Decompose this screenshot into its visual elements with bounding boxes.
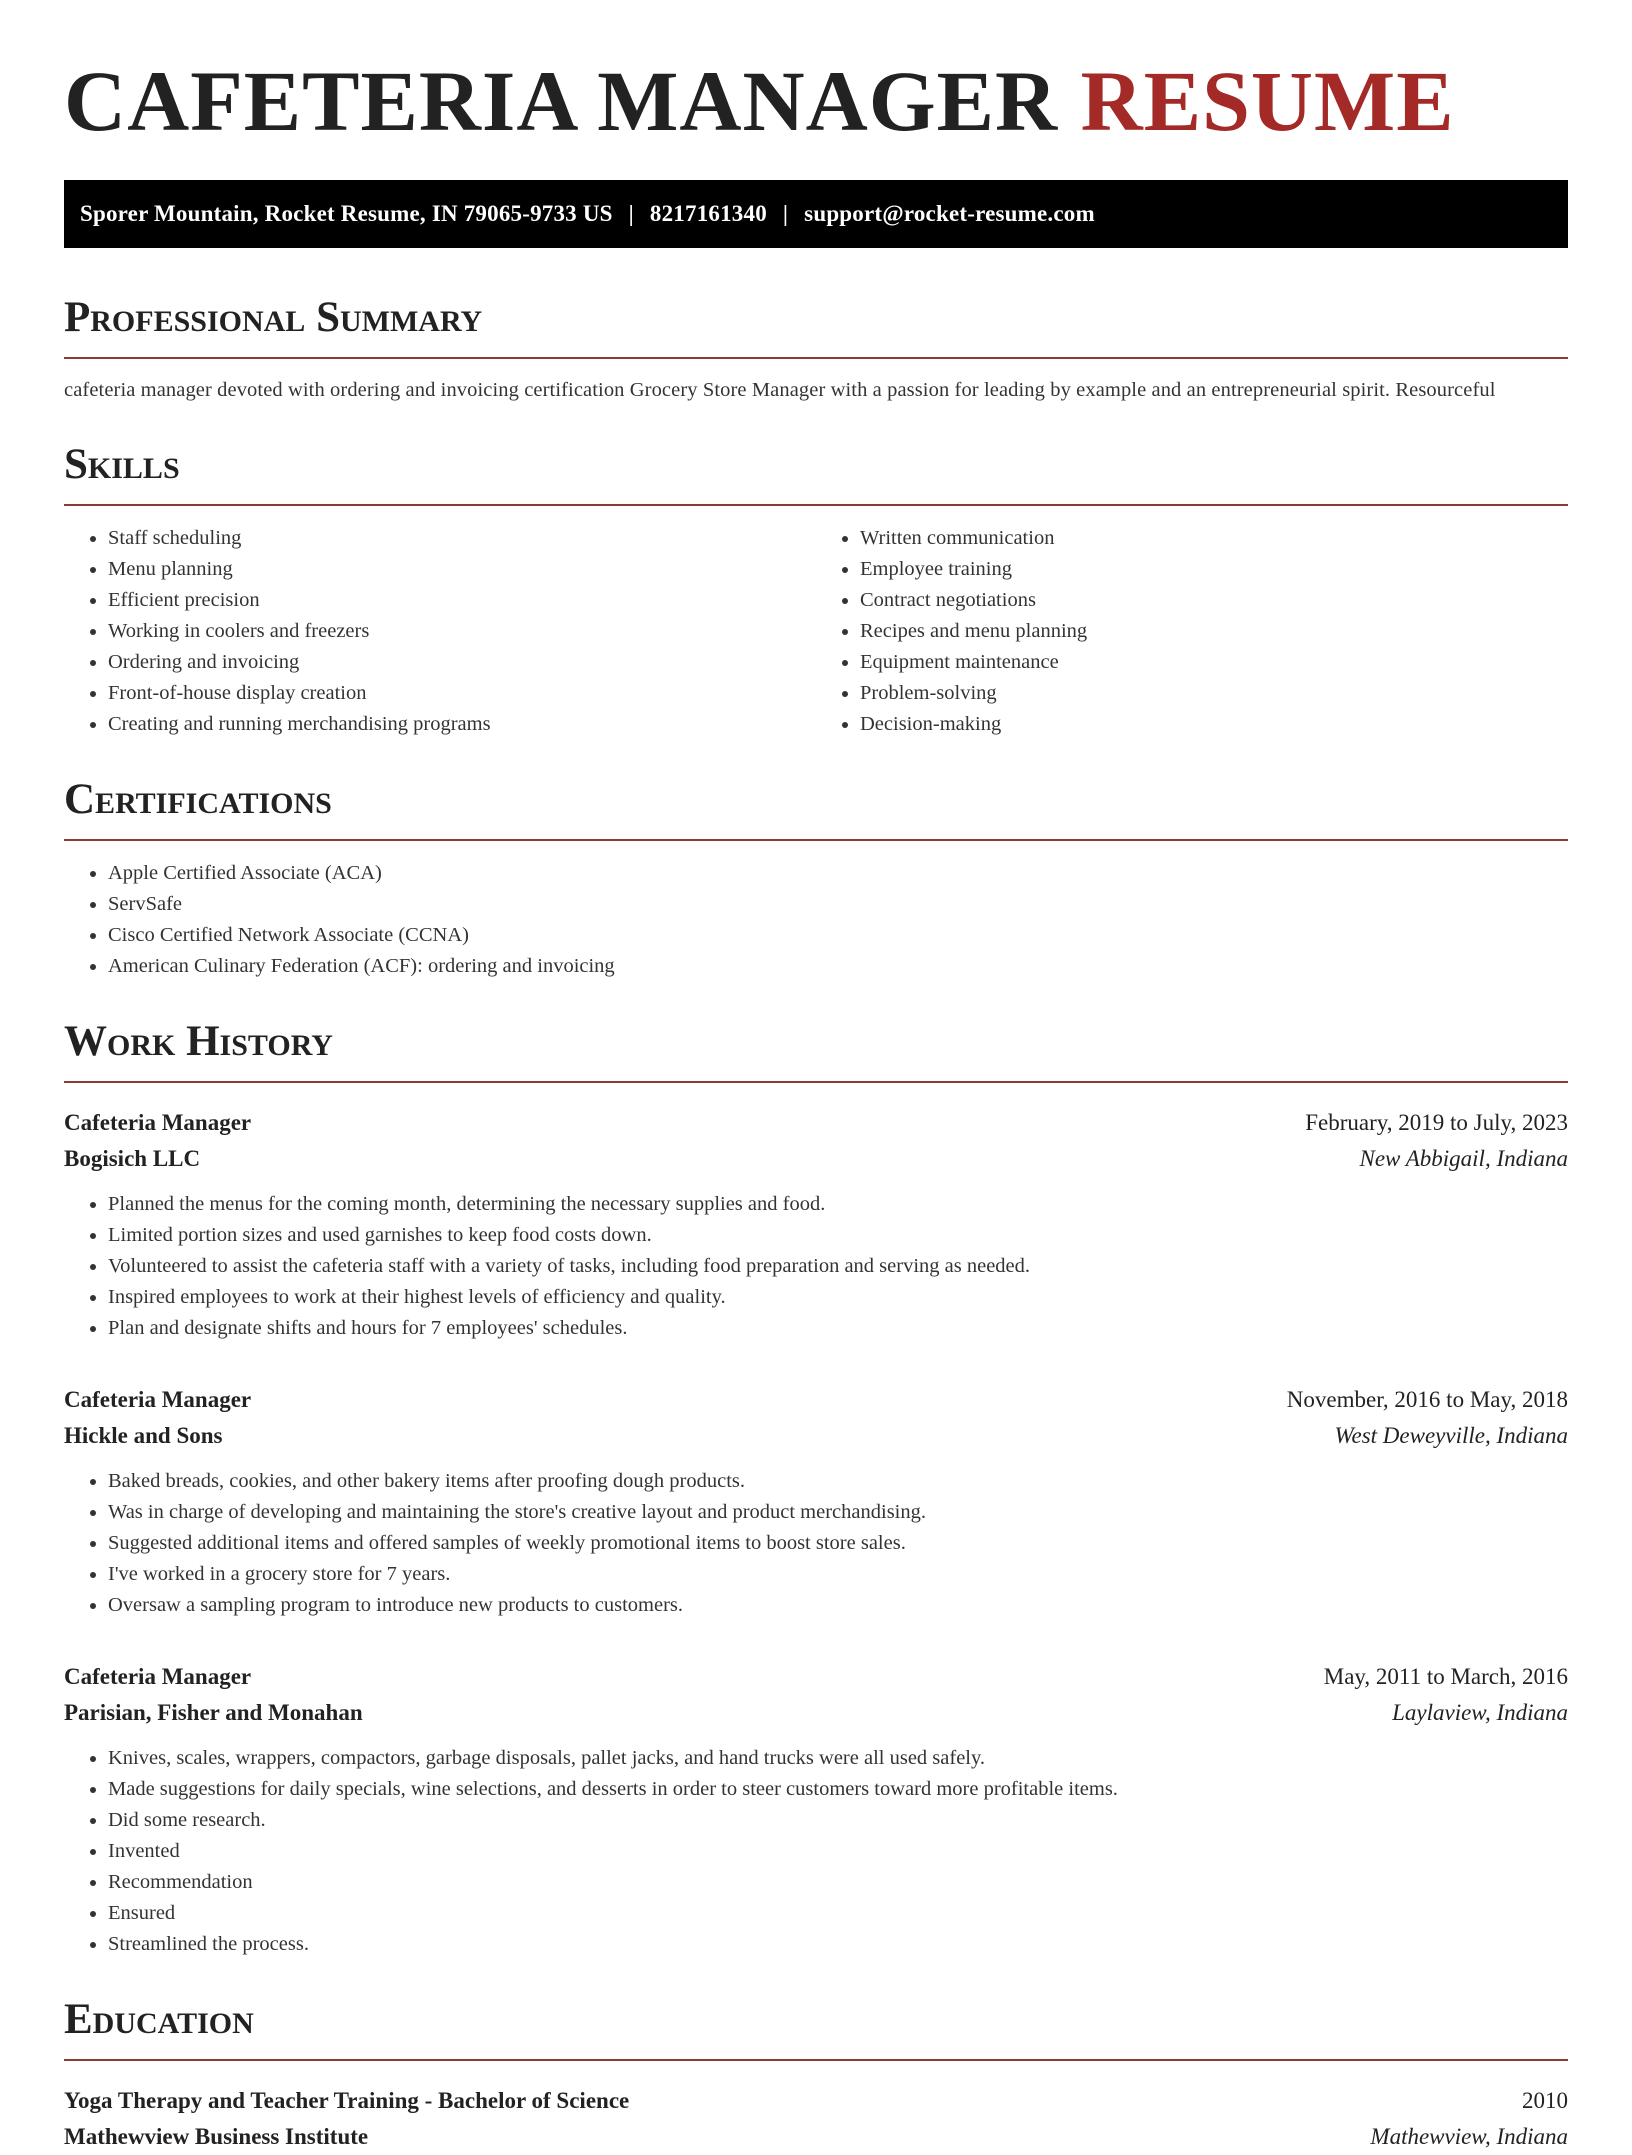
job-duty: • Knives, scales, wrappers, compactors, garbage disposals, pallet jacks, and hand trucks were all used safely. [108, 1743, 1568, 1774]
job-header-row [64, 1659, 1568, 1695]
job-duties-list [64, 1189, 1568, 1344]
skill-item: • Staff scheduling [108, 523, 816, 554]
job-duty: • Ensured [108, 1898, 1568, 1929]
job-header-row [64, 1382, 1568, 1418]
skill-item: • Working in coolers and freezers [108, 616, 816, 647]
job-location: New Abbigail, Indiana [1359, 1145, 1568, 1171]
education-location: Mathewview, Indiana [1370, 2123, 1568, 2149]
education-degree-row [64, 2083, 1568, 2119]
job-duty: • Invented [108, 1836, 1568, 1867]
job-location: Laylaview, Indiana [1392, 1699, 1568, 1725]
contact-separator: | [782, 201, 789, 226]
job-dates: November, 2016 to May, 2018 [1286, 1386, 1568, 1412]
summary-text: cafeteria manager devoted with ordering and invoicing certification Grocery Store Manager with a passion for leading by example and an entrepreneurial spirit. Resourceful [64, 379, 1496, 401]
job-entry [64, 1105, 1568, 1344]
job-duty: • Plan and designate shifts and hours for 7 employees' schedules. [108, 1313, 1568, 1344]
job-title: Cafeteria Manager [64, 1109, 252, 1135]
title-accent: RESUME [1080, 53, 1455, 149]
skill-item: • Ordering and invoicing [108, 647, 816, 678]
skill-item: • Contract negotiations [860, 585, 1568, 616]
job-duties-list [64, 1466, 1568, 1621]
job-duty: • Recommendation [108, 1867, 1568, 1898]
job-company: Parisian, Fisher and Monahan [64, 1699, 363, 1725]
job-duty: • Volunteered to assist the cafeteria staff with a variety of tasks, including food preparation and serving as needed. [108, 1251, 1568, 1282]
contact-email[interactable]: support@rocket-resume.com [804, 201, 1095, 226]
job-duty: • Did some research. [108, 1805, 1568, 1836]
education-school-row [64, 2119, 1568, 2155]
section-divider [64, 2059, 1568, 2061]
job-duty: • Suggested additional items and offered samples of weekly promotional items to boost store sales. [108, 1528, 1568, 1559]
job-title: Cafeteria Manager [64, 1663, 252, 1689]
job-location: West Deweyville, Indiana [1334, 1422, 1568, 1448]
job-duty: • Inspired employees to work at their highest levels of efficiency and quality. [108, 1282, 1568, 1313]
job-title: Cafeteria Manager [64, 1386, 252, 1412]
summary-section [64, 296, 1568, 405]
skills-list-left [64, 523, 816, 740]
job-duty: • Streamlined the process. [108, 1929, 1568, 1960]
certification-item: • Apple Certified Associate (ACA) [108, 858, 1568, 889]
job-company: Bogisich LLC [64, 1145, 201, 1171]
job-company-row [64, 1695, 1568, 1731]
skill-item: • Front-of-house display creation [108, 678, 816, 709]
contact-bar [64, 180, 1568, 248]
contact-address: Sporer Mountain, Rocket Resume, IN 79065-9733 US [80, 201, 613, 226]
job-company-row [64, 1141, 1568, 1177]
education-heading: Education [64, 1995, 254, 2043]
section-divider [64, 1081, 1568, 1083]
resume-title [64, 53, 1568, 149]
job-duty: • Limited portion sizes and used garnishes to keep food costs down. [108, 1220, 1568, 1251]
work-history-heading: Work History [64, 1017, 333, 1065]
education-year: 2010 [1522, 2087, 1568, 2113]
job-duty: • Was in charge of developing and maintaining the store's creative layout and product merchandising. [108, 1497, 1568, 1528]
job-duty: • Baked breads, cookies, and other bakery items after proofing dough products. [108, 1466, 1568, 1497]
summary-heading: Professional Summary [64, 294, 483, 341]
education-entry [64, 2083, 1568, 2155]
job-dates: May, 2011 to March, 2016 [1323, 1663, 1568, 1689]
job-company: Hickle and Sons [64, 1422, 223, 1448]
job-duty: • Oversaw a sampling program to introduce new products to customers. [108, 1590, 1568, 1621]
work-history-section [64, 1017, 1568, 1960]
skill-item: • Equipment maintenance [860, 647, 1568, 678]
skills-list-right [816, 523, 1568, 740]
certifications-section [64, 775, 1568, 982]
certifications-list [64, 858, 1568, 982]
section-divider [64, 357, 1568, 359]
job-entry [64, 1659, 1568, 1960]
certification-item: • Cisco Certified Network Associate (CCNA) [108, 920, 1568, 951]
title-main: CAFETERIA MANAGER [64, 53, 1059, 149]
contact-phone: 8217161340 [649, 201, 767, 226]
skill-item: • Written communication [860, 523, 1568, 554]
certifications-heading: Certifications [64, 775, 332, 823]
contact-separator: | [628, 201, 634, 226]
education-degree: Yoga Therapy and Teacher Training - Bachelor of Science [64, 2087, 630, 2113]
skills-heading: Skills [64, 440, 180, 488]
job-entry [64, 1382, 1568, 1621]
skill-item: • Efficient precision [108, 585, 816, 616]
skill-item: • Problem-solving [860, 678, 1568, 709]
job-duty: • Made suggestions for daily specials, wine selections, and desserts in order to steer customers toward more profitable items. [108, 1774, 1568, 1805]
job-company-row [64, 1418, 1568, 1454]
skill-item: • Menu planning [108, 554, 816, 585]
skills-columns [64, 506, 1568, 740]
job-header-row [64, 1105, 1568, 1141]
job-duties-list [64, 1743, 1568, 1960]
skill-item: • Recipes and menu planning [860, 616, 1568, 647]
job-duty: • I've worked in a grocery store for 7 years. [108, 1559, 1568, 1590]
skill-item: • Decision-making [860, 709, 1568, 740]
certification-item: • ServSafe [108, 889, 1568, 920]
skill-item: • Employee training [860, 554, 1568, 585]
section-divider [64, 839, 1568, 841]
job-dates: February, 2019 to July, 2023 [1305, 1109, 1568, 1135]
education-section [64, 1995, 1568, 2155]
skills-section [64, 440, 1568, 740]
skill-item: • Creating and running merchandising programs [108, 709, 816, 740]
job-duty: • Planned the menus for the coming month, determining the necessary supplies and food. [108, 1189, 1568, 1220]
certification-item: • American Culinary Federation (ACF): ordering and invoicing [108, 951, 1568, 982]
education-school: Mathewview Business Institute [64, 2123, 369, 2149]
